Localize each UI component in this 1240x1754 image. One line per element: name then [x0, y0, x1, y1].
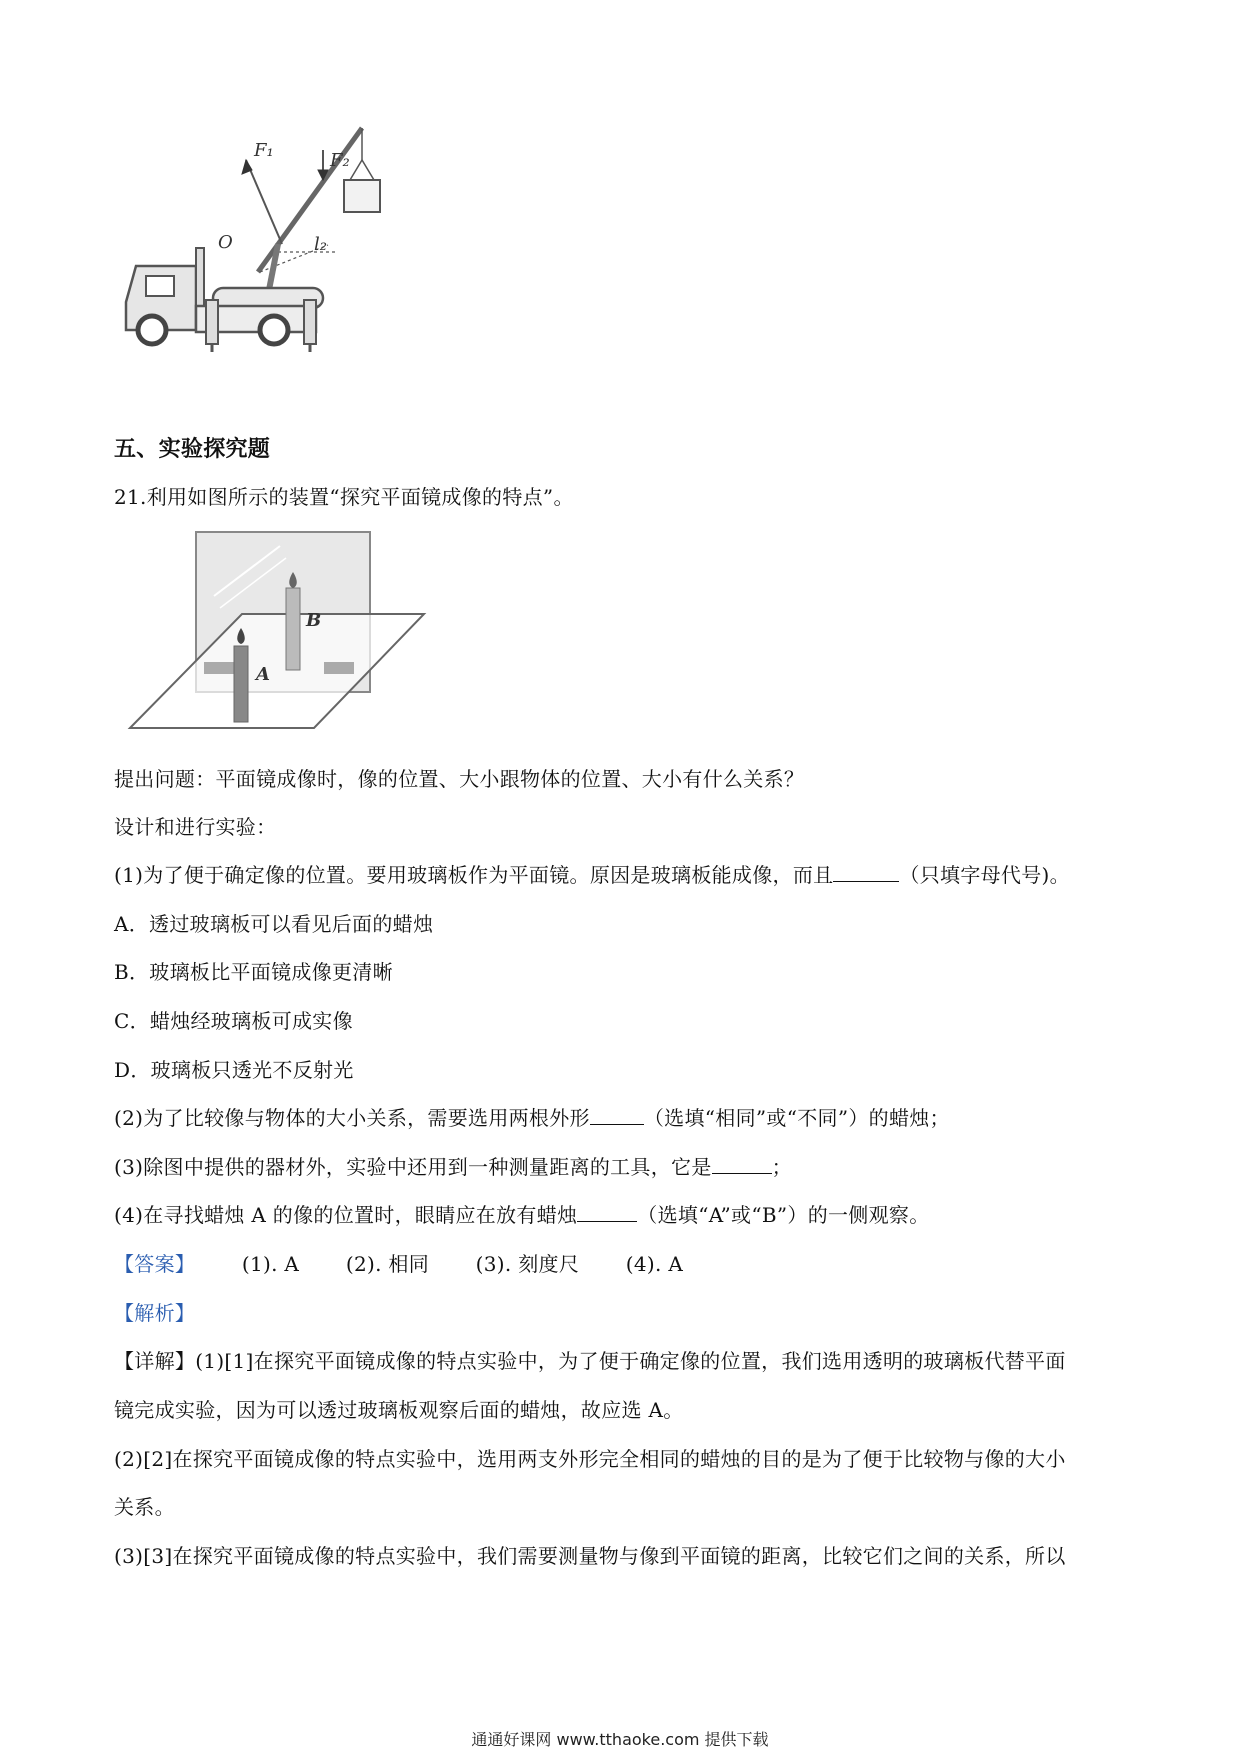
part-4-text: (4)在寻找蜡烛 A 的像的位置时，眼睛应在放有蜡烛	[114, 1203, 578, 1227]
part-2-text: (2)为了比较像与物体的大小关系，需要选用两根外形	[114, 1106, 590, 1130]
crane-figure	[118, 120, 398, 402]
detail-line-1	[114, 1345, 1066, 1374]
option-d: D．玻璃板只透光不反射光	[114, 1058, 354, 1082]
label-a: A	[256, 664, 270, 685]
detail-line-5: (3)[3]在探究平面镜成像的特点实验中，我们需要测量物与像到平面镜的距离，比较它们之间的关系，所以	[114, 1544, 1066, 1568]
detail-line-4: 关系。	[114, 1495, 175, 1519]
label-f2: F₂	[330, 150, 350, 171]
detail-tag: 【详解】	[114, 1349, 196, 1373]
option-b: B．玻璃板比平面镜成像更清晰	[114, 960, 393, 984]
part-1	[114, 859, 1070, 888]
part-3-text: (3)除图中提供的器材外，实验中还用到一种测量距离的工具，它是	[114, 1155, 712, 1179]
part-1-blank	[833, 863, 899, 882]
detail-text-1: (1)[1]在探究平面镜成像的特点实验中，为了便于确定像的位置，我们选用透明的玻璃板代替平面	[195, 1349, 1066, 1373]
part-4-tail: （选填“A”或“B”）的一侧观察。	[637, 1203, 930, 1227]
part-1-text: (1)为了便于确定像的位置。要用玻璃板作为平面镜。原因是玻璃板能成像，而且	[114, 863, 834, 887]
label-o: O	[218, 232, 233, 253]
part-2	[114, 1102, 950, 1131]
design-heading: 设计和进行实验：	[114, 815, 277, 839]
answer-tag: 【答案】	[114, 1252, 196, 1276]
label-b: B	[306, 610, 322, 631]
answer-1: (1). A	[241, 1252, 300, 1276]
part-2-blank	[590, 1106, 644, 1125]
answer-4: (4). A	[625, 1252, 684, 1276]
part-4	[114, 1199, 930, 1228]
section-title: 五、实验探究题	[114, 437, 271, 462]
answer-2: (2). 相同	[345, 1252, 429, 1276]
answer-row	[114, 1248, 723, 1277]
option-a: A．透过玻璃板可以看见后面的蜡烛	[114, 912, 434, 936]
question-prompt: 提出问题：平面镜成像时，像的位置、大小跟物体的位置、大小有什么关系？	[114, 767, 805, 791]
footer: 通通好课网 www.tthaoke.com 提供下载	[471, 1730, 769, 1749]
mirror-experiment-figure	[124, 526, 429, 738]
option-c: C．蜡烛经玻璃板可成实像	[114, 1009, 353, 1033]
part-3	[114, 1151, 792, 1180]
part-3-blank	[712, 1155, 772, 1174]
detail-line-3: (2)[2]在探究平面镜成像的特点实验中，选用两支外形完全相同的蜡烛的目的是为了便于比较物与像的大小	[114, 1447, 1066, 1471]
answer-3: (3). 刻度尺	[475, 1252, 580, 1276]
part-4-blank	[577, 1203, 637, 1222]
part-3-tail: ；	[771, 1155, 792, 1179]
q21-stem: 21.利用如图所示的装置“探究平面镜成像的特点”。	[114, 485, 574, 509]
detail-line-2: 镜完成实验，因为可以透过玻璃板观察后面的蜡烛，故应选 A。	[114, 1398, 684, 1422]
label-f1: F₁	[254, 140, 274, 161]
label-l2: l₂	[314, 234, 327, 255]
analysis-tag: 【解析】	[114, 1301, 196, 1325]
part-1-tail: （只填字母代号)。	[899, 863, 1070, 887]
part-2-tail: （选填“相同”或“不同”）的蜡烛；	[643, 1106, 950, 1130]
